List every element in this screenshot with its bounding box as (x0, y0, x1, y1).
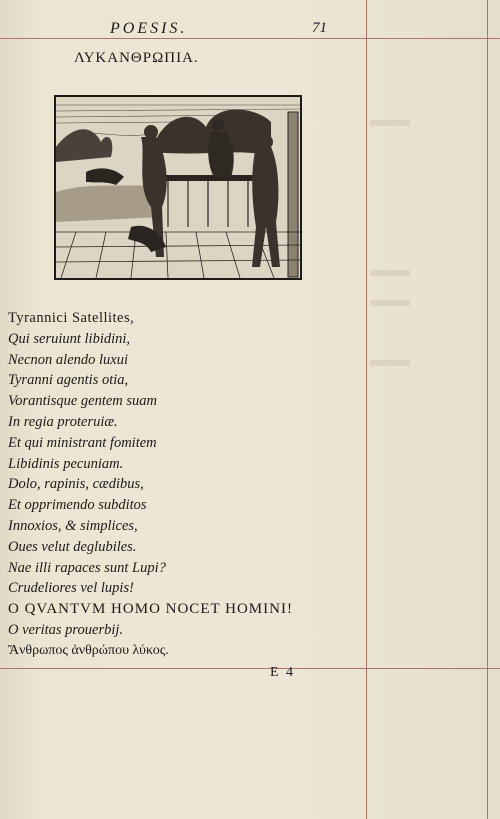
outer-margin-rule (487, 0, 488, 819)
poem-line: Libidinis pecuniam. (8, 455, 124, 472)
poem-line: Tyrannici Satellites, (8, 310, 135, 326)
page-number: 71 (312, 20, 327, 36)
poem-line-greek: Ἄνθρωπος ἀνθρώπου λύκος. (8, 642, 169, 658)
poem-line: Vorantisque gentem suam (8, 393, 158, 410)
woodcut-illustration-icon (56, 97, 300, 278)
poem-line: Et qui ministrant fomitem (8, 434, 157, 451)
poem-line-emphasis: O QVANTVM HOMO NOCET HOMINI! (8, 601, 293, 618)
section-title: ΛΥΚΑΝΘΡΩΠΙΑ. (74, 50, 199, 66)
poem-line: Necnon alendo luxui (8, 351, 129, 368)
poem-line: Qui seruiunt libidini, (8, 330, 131, 347)
poem-line: Nae illi rapaces sunt Lupi? (8, 559, 166, 576)
show-through (370, 300, 410, 306)
poem-line: In regia proteruiæ. (8, 413, 118, 430)
poem-line: Innoxios, & simplices, (8, 517, 138, 534)
poem-line: Oues velut deglubiles. (8, 538, 137, 555)
poem-line: O veritas prouerbij. (8, 621, 124, 638)
poem-line: Et opprimendo subditos (8, 497, 147, 514)
poem (8, 308, 368, 662)
woodcut-illustration (54, 95, 302, 280)
poem-line: Tyranni agentis otia, (8, 372, 129, 389)
poem-line: Crudeliores vel lupis! (8, 580, 134, 597)
bottom-margin-rule (0, 668, 500, 669)
poem-line: Dolo, rapinis, cædibus, (8, 476, 144, 493)
top-margin-rule (0, 38, 500, 39)
show-through (370, 270, 410, 276)
running-title: POESIS. (110, 20, 188, 37)
show-through (370, 120, 410, 126)
show-through (370, 360, 410, 366)
signature-mark: E 4 (270, 665, 296, 680)
